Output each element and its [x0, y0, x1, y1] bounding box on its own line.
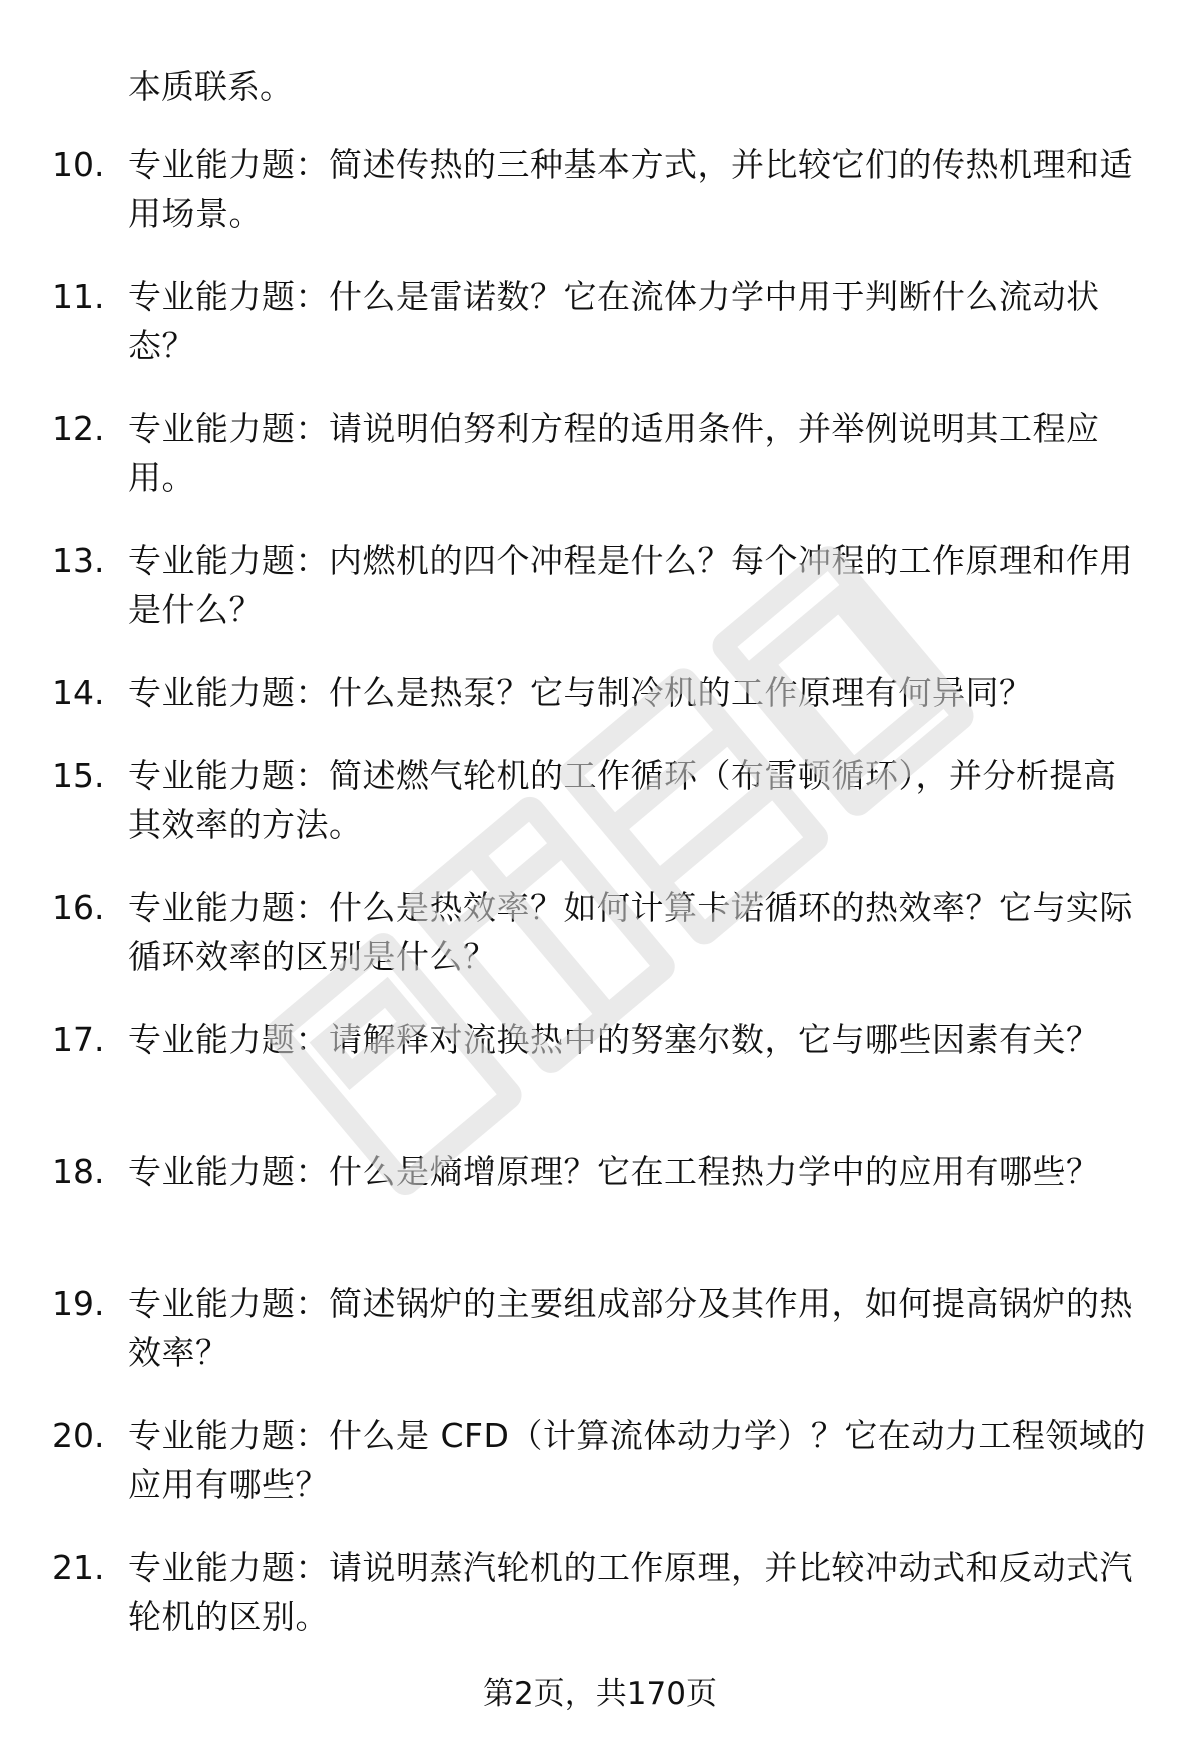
question-body	[128, 883, 1148, 981]
question-list	[0, 140, 1200, 1675]
question-number: 15.	[52, 756, 105, 795]
question-text: 什么是雷诺数？它在流体力学中用于判断什么流动状态？	[128, 277, 1100, 365]
question-item	[0, 1543, 1200, 1641]
question-body	[128, 1279, 1148, 1377]
question-text: 简述燃气轮机的工作循环（布雷顿循环），并分析提高其效率的方法。	[128, 756, 1117, 844]
question-number: 11.	[52, 277, 105, 316]
question-category: 专业能力题：	[128, 888, 329, 927]
question-category: 专业能力题：	[128, 1020, 329, 1059]
question-item	[0, 1411, 1200, 1509]
question-category: 专业能力题：	[128, 541, 329, 580]
question-text: 什么是 CFD（计算流体动力学）？它在动力工程领域的应用有哪些？	[128, 1416, 1146, 1504]
question-item	[0, 536, 1200, 634]
question-number: 10.	[52, 145, 105, 184]
question-number: 16.	[52, 888, 105, 927]
question-body	[128, 536, 1148, 634]
question-category: 专业能力题：	[128, 145, 329, 184]
question-number: 17.	[52, 1020, 105, 1059]
question-text: 请说明蒸汽轮机的工作原理，并比较冲动式和反动式汽轮机的区别。	[128, 1548, 1133, 1636]
question-category: 专业能力题：	[128, 756, 329, 795]
question-body	[128, 1147, 1148, 1196]
page-footer: 第2页，共170页	[483, 1676, 717, 1712]
question-number: 14.	[52, 673, 105, 712]
question-number: 13.	[52, 541, 105, 580]
question-text: 请解释对流换热中的努塞尔数，它与哪些因素有关？	[329, 1020, 1100, 1059]
question-number: 21.	[52, 1548, 105, 1587]
question-item	[0, 751, 1200, 849]
question-number: 20.	[52, 1416, 105, 1455]
question-item	[0, 1147, 1200, 1245]
question-body	[128, 668, 1148, 717]
question-category: 专业能力题：	[128, 1284, 329, 1323]
question-text: 简述传热的三种基本方式，并比较它们的传热机理和适用场景。	[128, 145, 1133, 233]
question-item	[0, 1279, 1200, 1377]
question-body	[128, 404, 1148, 502]
question-text: 请说明伯努利方程的适用条件，并举例说明其工程应用。	[128, 409, 1100, 497]
question-text: 什么是热效率？如何计算卡诺循环的热效率？它与实际循环效率的区别是什么？	[128, 888, 1133, 976]
question-number: 18.	[52, 1152, 105, 1191]
question-text: 什么是热泵？它与制冷机的工作原理有何异同？	[329, 673, 1033, 712]
question-text: 简述锅炉的主要组成部分及其作用，如何提高锅炉的热效率？	[128, 1284, 1133, 1372]
question-body	[128, 140, 1148, 238]
question-number: 19.	[52, 1284, 105, 1323]
question-item	[0, 883, 1200, 981]
question-item	[0, 668, 1200, 717]
question-text: 内燃机的四个冲程是什么？每个冲程的工作原理和作用是什么？	[128, 541, 1133, 629]
question-category: 专业能力题：	[128, 1548, 329, 1587]
question-category: 专业能力题：	[128, 673, 329, 712]
question-item	[0, 272, 1200, 370]
question-category: 专业能力题：	[128, 409, 329, 448]
question-body	[128, 1015, 1148, 1064]
question-text: 什么是熵增原理？它在工程热力学中的应用有哪些？	[329, 1152, 1100, 1191]
question-item	[0, 1015, 1200, 1113]
question-body	[128, 751, 1148, 849]
question-category: 专业能力题：	[128, 1152, 329, 1191]
question-body	[128, 1411, 1148, 1509]
question-number: 12.	[52, 409, 105, 448]
question-item	[0, 140, 1200, 238]
question-item	[0, 404, 1200, 502]
question-category: 专业能力题：	[128, 1416, 329, 1455]
continuation-text: 本质联系。	[128, 67, 293, 106]
question-body	[128, 1543, 1148, 1641]
question-category: 专业能力题：	[128, 277, 329, 316]
question-body	[128, 272, 1148, 370]
